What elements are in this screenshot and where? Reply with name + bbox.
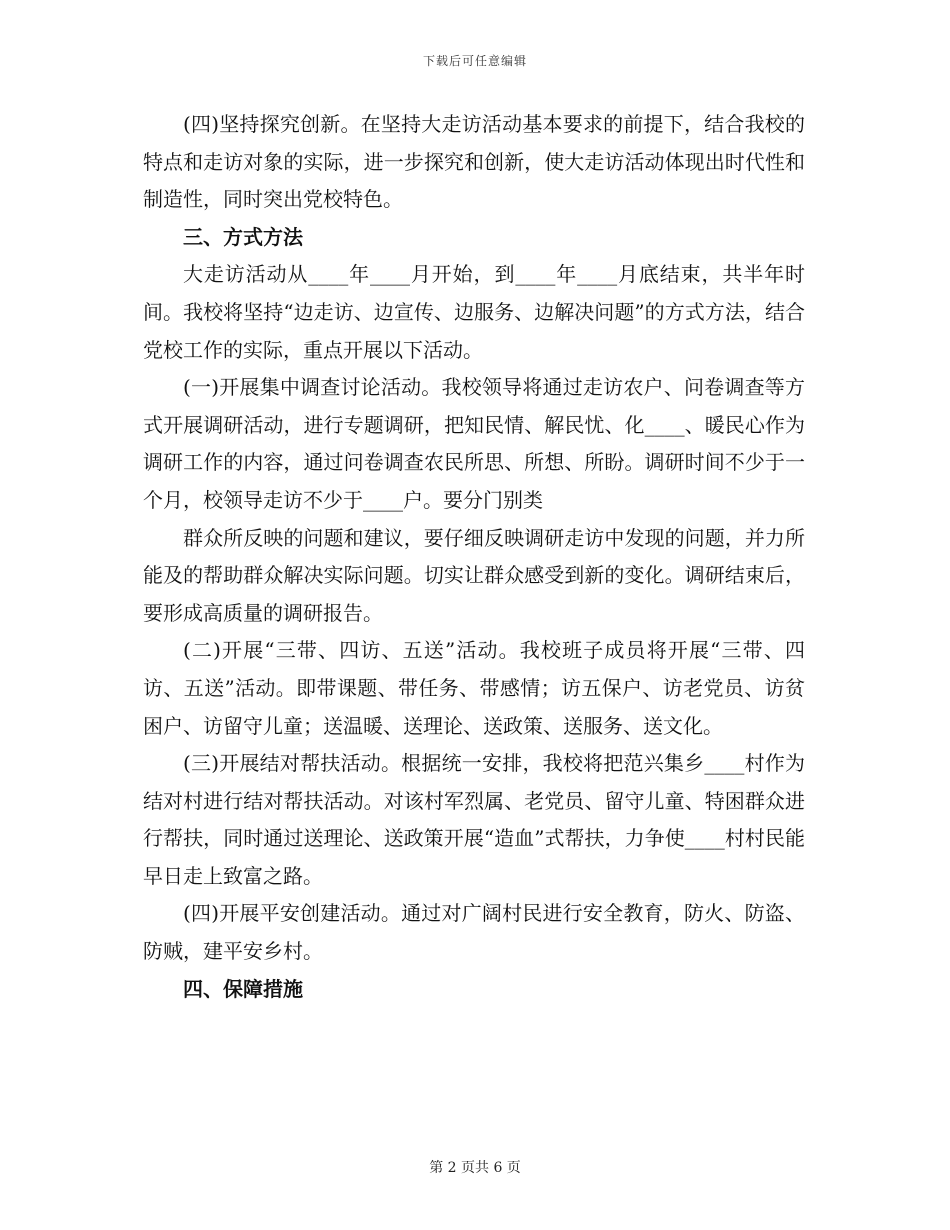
- paragraph-survey-activity: (一)开展集中调查讨论活动。我校领导将通过走访农户、问卷调查等方式开展调研活动，进行专题调研，把知民情、解民忧、化____、暖民心作为调研工作的内容，通过问卷调查农民所思、所想、所盼。调研时间不少于一个月，校领导走访不少于____户。要分门别类: [143, 375, 805, 512]
- paragraph-pairing-assistance: (三)开展结对帮扶活动。根据统一安排，我校将把范兴集乡____村作为结对村进行结对帮扶活动。对该村军烈属、老党员、留守儿童、特困群众进行帮扶，同时通过送理论、送政策开展“造血”式帮扶，力争使____村村民能早日走上致富之路。: [143, 751, 805, 888]
- paragraph-safety-campaign: (四)开展平安创建活动。通过对广阔村民进行安全教育，防火、防盗、防贼，建平安乡村。: [143, 901, 805, 964]
- paragraph-survey-followup: 群众所反映的问题和建议，要仔细反映调研走访中发现的问题，并力所能及的帮助群众解决实际问题。切实让群众感受到新的变化。调研结束后，要形成高质量的调研报告。: [143, 525, 805, 625]
- page-header-note: 下载后可任意编辑: [422, 54, 527, 68]
- paragraph-three-four-five: (二)开展“三带、四访、五送”活动。我校班子成员将开展“三带、四访、五送”活动。即带课题、带任务、带感情；访五保户、访老党员、访贫困户、访留守儿童；送温暖、送理论、送政策、送服务、送文化。: [143, 638, 805, 738]
- document-body: [143, 106, 805, 1008]
- section-heading-methods: 三、方式方法: [183, 224, 303, 249]
- paragraph-schedule: 大走访活动从____年____月开始，到____年____月底结束，共半年时间。我校将坚持“边走访、边宣传、边服务、边解决问题”的方式方法，结合党校工作的实际，重点开展以下活动。: [143, 262, 805, 362]
- paragraph-persist-innovation: (四)坚持探究创新。在坚持大走访活动基本要求的前提下，结合我校的特点和走访对象的实际，进一步探究和创新，使大走访活动体现出时代性和制造性，同时突出党校特色。: [143, 112, 805, 212]
- section-heading-safeguards: 四、保障措施: [183, 976, 303, 1001]
- page-number: 第 2 页共 6 页: [429, 1160, 521, 1176]
